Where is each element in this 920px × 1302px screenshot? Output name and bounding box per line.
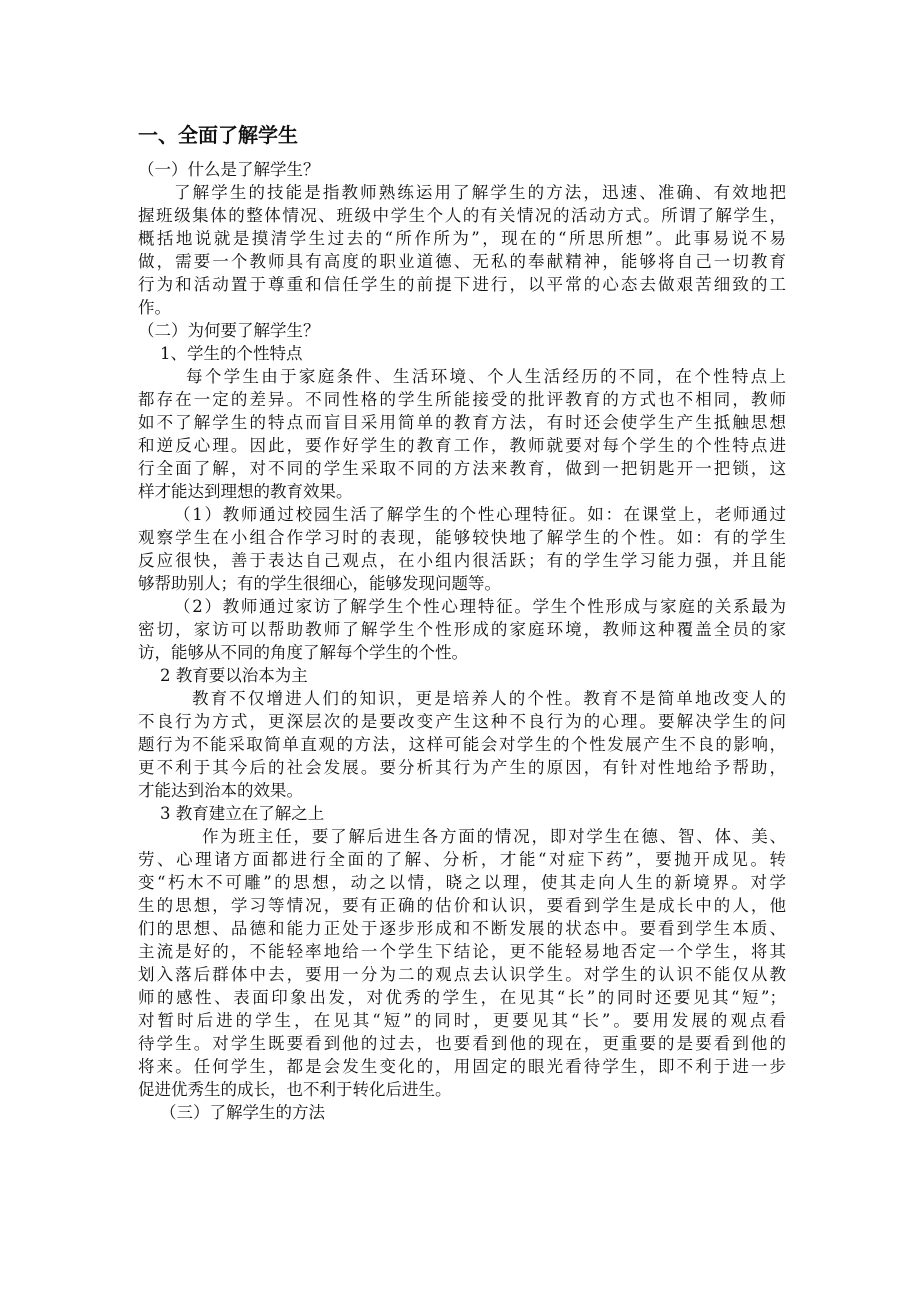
paragraph-line: 概括地说就是摸清学生过去的“所作所为”，现在的“所思所想”。此事易说不易 — [138, 229, 786, 248]
paragraph-line: 握班级集体的整体情况、班级中学生个人的有关情况的活动方式。所谓了解学生， — [138, 206, 786, 225]
paragraph-line: 够帮助别人；有的学生很细心，能够发现问题等。 — [138, 574, 501, 593]
paragraph-line: （1）教师通过校园生活了解学生的个性心理特征。如：在课堂上，老师通过 — [174, 505, 786, 524]
paragraph-line: 才能达到治本的效果。 — [138, 781, 303, 800]
paragraph-line: 行为和活动置于尊重和信任学生的前提下进行，以平常的心态去做艰苦细致的工 — [138, 275, 786, 294]
paragraph-line: 反应很快，善于表达自己观点，在小组内很活跃；有的学生学习能力强，并且能 — [138, 551, 786, 570]
paragraph-line: 了解学生的技能是指教师熟练运用了解学生的方法，迅速、准确、有效地把 — [174, 183, 786, 202]
paragraph-line: 不良行为方式，更深层次的是要改变产生这种不良行为的心理。要解决学生的问 — [138, 712, 786, 731]
paragraph-line: 访，能够从不同的角度了解每个学生的个性。 — [138, 643, 468, 662]
paragraph-line: 题行为不能采取简单直观的方法，这样可能会对学生的个性发展产生不良的影响， — [138, 735, 786, 754]
paragraph-line: 待学生。对学生既要看到他的过去，也要看到他的现在，更重要的是要看到他的 — [138, 1034, 786, 1053]
paragraph-line: 样才能达到理想的教育效果。 — [138, 482, 353, 501]
paragraph-line: 划入落后群体中去，要用一分为二的观点去认识学生。对学生的认识不能仅从教 — [138, 965, 786, 984]
paragraph-line: 作为班主任，要了解后进生各方面的情况，即对学生在德、智、体、美、 — [202, 827, 786, 846]
point-heading-2: 2 教育要以治本为主 — [160, 666, 308, 685]
paragraph-line: 生的思想，学习等情况，要有正确的估价和认识，要看到学生是成长中的人，他 — [138, 896, 786, 915]
paragraph-line: 行全面了解，对不同的学生采取不同的方法来教育，做到一把钥匙开一把锁，这 — [138, 459, 786, 478]
point-heading-3: 3 教育建立在了解之上 — [160, 804, 325, 823]
paragraph-line: 师的感性、表面印象出发，对优秀的学生，在见其“长”的同时还要见其“短”； — [138, 988, 786, 1007]
paragraph-line: 密切，家访可以帮助教师了解学生个性形成的家庭环境，教师这种覆盖全员的家 — [138, 620, 786, 639]
section-heading: 一、全面了解学生 — [138, 123, 298, 147]
paragraph-line: 更不利于其今后的社会发展。要分析其行为产生的原因，有针对性地给予帮助， — [138, 758, 786, 777]
subheading-3: （三）了解学生的方法 — [160, 1103, 325, 1122]
paragraph-line: 对暂时后进的学生，在见其“短”的同时，更要见其“长”。要用发展的观点看 — [138, 1011, 786, 1030]
paragraph-line: 和逆反心理。因此，要作好学生的教育工作，教师就要对每个学生的个性特点进 — [138, 436, 786, 455]
paragraph-line: 促进优秀生的成长，也不利于转化后进生。 — [138, 1080, 452, 1099]
paragraph-line: 作。 — [138, 298, 171, 317]
subheading-1: （一）什么是了解学生？ — [138, 160, 320, 179]
paragraph-line: 变“朽木不可雕”的思想，动之以情，晓之以理，使其走向人生的新境界。对学 — [138, 873, 786, 892]
paragraph-line: 观察学生在小组合作学习时的表现，能够较快地了解学生的个性。如：有的学生 — [138, 528, 786, 547]
paragraph-line: 如不了解学生的特点而盲目采用简单的教育方法，有时还会使学生产生抵触思想 — [138, 413, 786, 432]
paragraph-line: 每个学生由于家庭条件、生活环境、个人生活经历的不同，在个性特点上 — [186, 367, 786, 386]
paragraph-line: 教育不仅增进人们的知识，更是培养人的个性。教育不是简单地改变人的 — [192, 689, 786, 708]
paragraph-line: 劳、心理诸方面都进行全面的了解、分析，才能“对症下药”，要抛开成见。转 — [138, 850, 786, 869]
paragraph-line: 将来。任何学生，都是会发生变化的，用固定的眼光看待学生，即不利于进一步 — [138, 1057, 786, 1076]
subheading-2: （二）为何要了解学生？ — [138, 321, 320, 340]
paragraph-line: 们的思想、品德和能力正处于逐步形成和不断发展的状态中。要看到学生本质、 — [138, 919, 786, 938]
paragraph-line: 都存在一定的差异。不同性格的学生所能接受的批评教育的方式也不相同，教师 — [138, 390, 786, 409]
paragraph-line: 做，需要一个教师具有高度的职业道德、无私的奉献精神，能够将自己一切教育 — [138, 252, 786, 271]
paragraph-line: 主流是好的，不能轻率地给一个学生下结论，更不能轻易地否定一个学生，将其 — [138, 942, 786, 961]
paragraph-line: （2）教师通过家访了解学生个性心理特征。学生个性形成与家庭的关系最为 — [174, 597, 786, 616]
point-heading-1: 1、学生的个性特点 — [160, 344, 303, 363]
